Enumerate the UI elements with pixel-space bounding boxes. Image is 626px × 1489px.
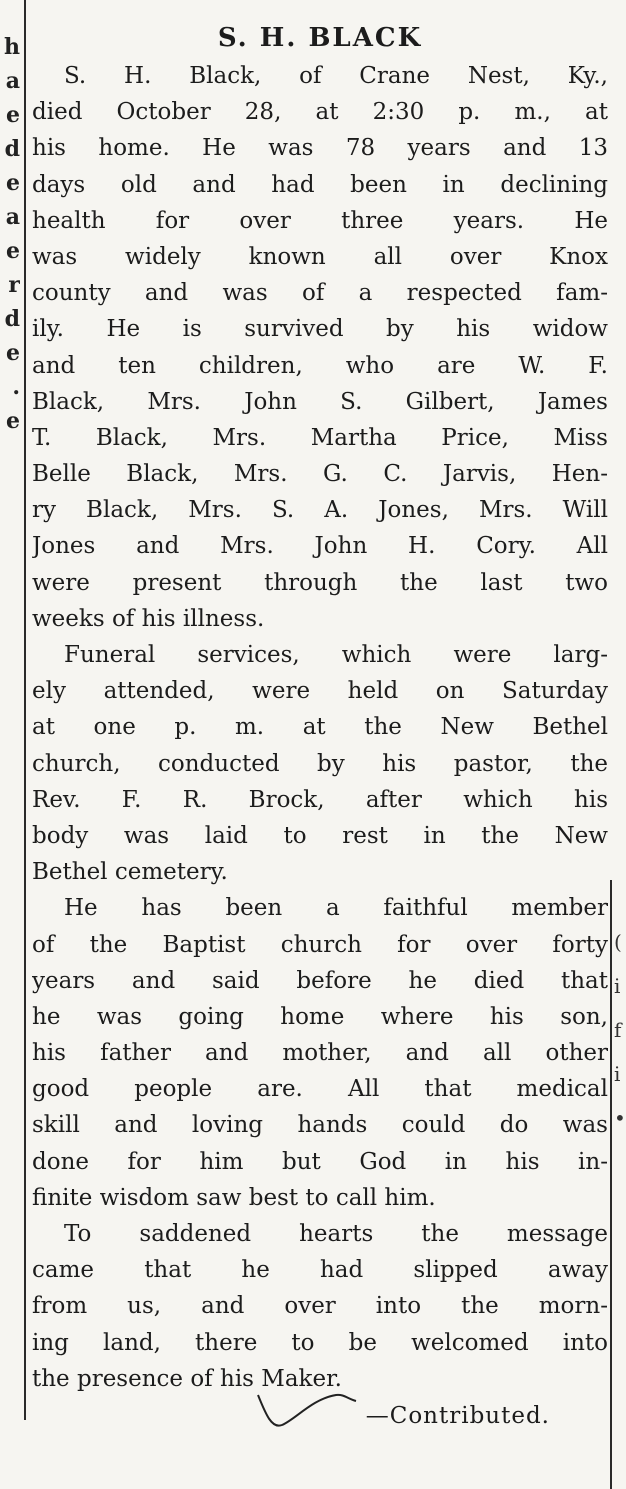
text-line: died October 28, at 2:30 p. m., at	[32, 99, 608, 126]
left-fragment-char: e	[6, 408, 20, 434]
right-fragment-char: i	[614, 1062, 621, 1086]
column-rule-left	[24, 0, 26, 1420]
text-line: and ten children, who are W. F.	[32, 352, 608, 379]
left-fragment-char: e	[6, 340, 20, 366]
headline: S. H. BLACK	[217, 23, 423, 53]
left-fragment-char: r	[8, 272, 20, 298]
text-line: church, conducted by his pastor, the	[32, 750, 608, 777]
text-line: Black, Mrs. John S. Gilbert, James	[32, 388, 608, 415]
adjacent-column-right	[614, 920, 626, 1180]
text-line: weeks of his illness.	[32, 605, 265, 632]
column-rule-right	[610, 880, 612, 1489]
text-line: Bethel cemetery.	[32, 859, 228, 886]
text-line: were present through the last two	[32, 569, 608, 596]
obituary-article	[32, 18, 608, 1443]
left-fragment-char: .	[12, 374, 20, 400]
left-fragment-char: a	[5, 204, 20, 230]
text-line: He has been a faithful member	[64, 895, 608, 922]
text-line: of the Baptist church for over forty	[32, 931, 608, 958]
text-line: Belle Black, Mrs. G. C. Jarvis, Hen-	[32, 461, 608, 488]
text-line: years and said before he died that	[32, 967, 608, 994]
left-fragment-char: e	[6, 102, 20, 128]
paragraph	[32, 890, 608, 1216]
left-fragment-char: a	[5, 68, 20, 94]
text-line: Jones and Mrs. John H. Cory. All	[32, 533, 608, 560]
text-line: he was going home where his son,	[32, 1003, 608, 1030]
text-line: skill and loving hands could do was	[32, 1112, 608, 1139]
text-line: at one p. m. at the New Bethel	[32, 714, 608, 741]
text-line: Rev. F. R. Brock, after which his	[32, 786, 608, 813]
text-line: his home. He was 78 years and 13	[32, 135, 608, 162]
text-line: done for him but God in his in-	[32, 1148, 608, 1175]
paragraph	[32, 637, 608, 890]
text-line: good people are. All that medical	[32, 1076, 608, 1103]
text-line: from us, and over into the morn-	[32, 1293, 608, 1320]
left-fragment-char: d	[4, 306, 20, 332]
left-fragment-char: d	[4, 136, 20, 162]
text-line: county and was of a respected fam-	[32, 280, 608, 307]
text-line: was widely known all over Knox	[32, 243, 608, 270]
text-line: days old and had been in declining	[32, 171, 608, 198]
text-line: his father and mother, and all other	[32, 1040, 608, 1067]
text-line: finite wisdom saw best to call him.	[32, 1184, 436, 1211]
left-fragment-char: h	[4, 34, 20, 60]
signature: —Contributed.	[365, 1402, 550, 1429]
text-line: came that he had slipped away	[32, 1257, 608, 1284]
text-line: ry Black, Mrs. S. A. Jones, Mrs. Will	[32, 497, 608, 524]
text-line: body was laid to rest in the New	[32, 822, 608, 849]
right-fragment-char: •	[614, 1106, 626, 1130]
text-line: S. H. Black, of Crane Nest, Ky.,	[64, 63, 608, 89]
text-line: health for over three years. He	[32, 207, 608, 234]
text-line: Funeral services, which were larg-	[64, 642, 608, 668]
right-fragment-char: i	[614, 974, 621, 998]
adjacent-column-left	[0, 30, 20, 480]
text-line: ily. He is survived by his widow	[32, 316, 608, 343]
text-line: T. Black, Mrs. Martha Price, Miss	[32, 424, 608, 451]
signature-block	[32, 1399, 608, 1443]
right-fragment-char: f	[614, 1018, 622, 1042]
left-fragment-char: e	[6, 170, 20, 196]
right-fragment-char: (	[614, 930, 622, 954]
paragraph	[32, 58, 608, 637]
pen-mark-icon	[252, 1385, 372, 1433]
article-body	[32, 58, 608, 1397]
text-line: ely attended, were held on Saturday	[32, 678, 608, 705]
text-line: To saddened hearts the message	[64, 1221, 608, 1247]
left-fragment-char: e	[6, 238, 20, 264]
paragraph	[32, 1216, 608, 1397]
text-line: the presence of his Maker.	[32, 1365, 342, 1392]
text-line: ing land, there to be welcomed into	[32, 1329, 608, 1356]
